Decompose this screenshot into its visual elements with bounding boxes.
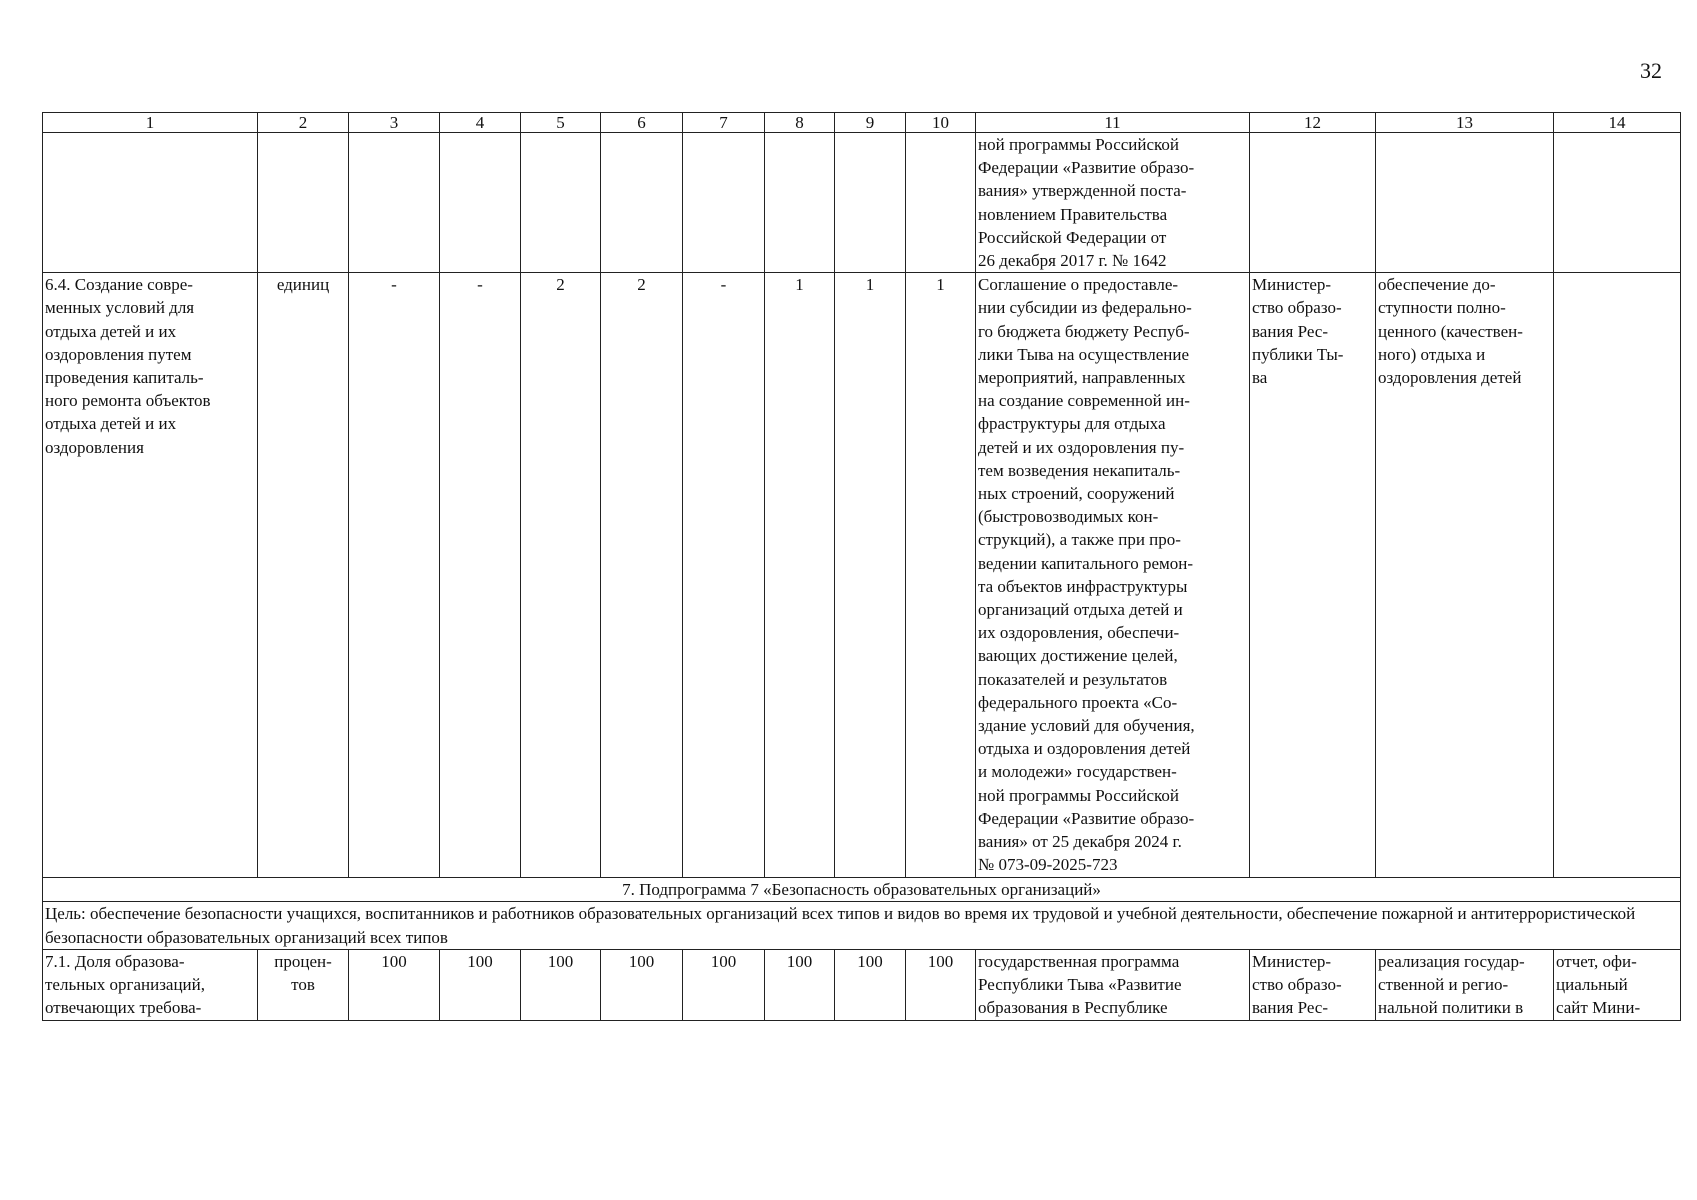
value-cell: 100 xyxy=(765,949,835,1020)
column-header: 1 xyxy=(43,113,258,133)
table-cell xyxy=(43,133,258,273)
table-cell xyxy=(1376,133,1554,273)
column-header: 2 xyxy=(258,113,349,133)
page-number: 32 xyxy=(1640,58,1662,83)
table-cell xyxy=(835,133,906,273)
column-header: 8 xyxy=(765,113,835,133)
value-cell: 2 xyxy=(521,273,601,878)
source-cell: отчет, офи- циальный сайт Мини- xyxy=(1554,949,1681,1020)
responsible-cell: Министер- ство образо- вания Рес- публики Ты- ва xyxy=(1250,273,1376,878)
column-header: 4 xyxy=(440,113,521,133)
unit-cell: единиц xyxy=(258,273,349,878)
table-cell xyxy=(683,133,765,273)
value-cell: 100 xyxy=(835,949,906,1020)
column-header: 3 xyxy=(349,113,440,133)
column-header: 6 xyxy=(601,113,683,133)
column-header: 11 xyxy=(976,113,1250,133)
table-cell xyxy=(765,133,835,273)
value-cell: 1 xyxy=(906,273,976,878)
column-header: 7 xyxy=(683,113,765,133)
value-cell: 100 xyxy=(906,949,976,1020)
table-cell xyxy=(349,133,440,273)
column-header: 10 xyxy=(906,113,976,133)
indicators-table xyxy=(42,112,1681,1021)
value-cell: 100 xyxy=(601,949,683,1020)
column-number-row xyxy=(43,113,1681,133)
table-cell xyxy=(440,133,521,273)
basis-document-cell: Соглашение о предоставле- нии субсидии из федерально- го бюджета бюджету Респуб- лики Тыва на осуществление мероприятий, направленных на создание современной ин- фраструктуры для отдыха детей и их оздоровления пу- тем возведения некапиталь- ных строений, сооружений (быстровозводимых кон- струкций), а также при про- ведении капитального ремон- та объектов инфраструктуры организаций отдыха детей и их оздоровления, обеспечи- вающих достижение целей, показателей и результатов федерального проекта «Со- здание условий для обучения, отдыха и оздоровления детей и молодежи» государствен- ной программы Российской Федерации «Развитие образо- вания» от 25 декабря 2024 г. № 073-09-2025-723 xyxy=(976,273,1250,878)
table-cell xyxy=(258,133,349,273)
table-row xyxy=(43,273,1681,878)
value-cell: 100 xyxy=(440,949,521,1020)
value-cell: - xyxy=(349,273,440,878)
section-title: 7. Подпрограмма 7 «Безопасность образовательных организаций» xyxy=(43,878,1681,902)
indicator-name-cell: 7.1. Доля образова- тельных организаций, отвечающих требова- xyxy=(43,949,258,1020)
column-header: 14 xyxy=(1554,113,1681,133)
result-cell: обеспечение до- ступности полно- ценного (качествен- ного) отдыха и оздоровления детей xyxy=(1376,273,1554,878)
source-cell xyxy=(1554,273,1681,878)
value-cell: 1 xyxy=(835,273,906,878)
table-cell xyxy=(1554,133,1681,273)
value-cell: 1 xyxy=(765,273,835,878)
value-cell: 100 xyxy=(683,949,765,1020)
value-cell: 2 xyxy=(601,273,683,878)
table-cell xyxy=(521,133,601,273)
column-header: 12 xyxy=(1250,113,1376,133)
value-cell: 100 xyxy=(521,949,601,1020)
table-row xyxy=(43,949,1681,1020)
table-row xyxy=(43,133,1681,273)
value-cell: - xyxy=(440,273,521,878)
section-goal: Цель: обеспечение безопасности учащихся, воспитанников и работников образовательных организаций всех типов и видов во время их трудовой и учебной деятельности, обеспечение пожарной и антитеррористической безопасности образовательных организаций всех типов xyxy=(43,902,1681,949)
responsible-cell: Министер- ство образо- вания Рес- xyxy=(1250,949,1376,1020)
unit-cell: процен- тов xyxy=(258,949,349,1020)
section-goal-row xyxy=(43,902,1681,949)
column-header: 13 xyxy=(1376,113,1554,133)
table-cell xyxy=(906,133,976,273)
basis-document-cell: ной программы Российской Федерации «Развитие образо- вания» утвержденной поста- новлением Правительства Российской Федерации от 26 декабря 2017 г. № 1642 xyxy=(976,133,1250,273)
column-header: 5 xyxy=(521,113,601,133)
indicator-name-cell: 6.4. Создание совре- менных условий для отдыха детей и их оздоровления путем проведения капиталь- ного ремонта объектов отдыха детей и их оздоровления xyxy=(43,273,258,878)
section-title-row xyxy=(43,878,1681,902)
column-header: 9 xyxy=(835,113,906,133)
value-cell: 100 xyxy=(349,949,440,1020)
table-cell xyxy=(1250,133,1376,273)
table-cell xyxy=(601,133,683,273)
result-cell: реализация государ- ственной и регио- нальной политики в xyxy=(1376,949,1554,1020)
value-cell: - xyxy=(683,273,765,878)
basis-document-cell: государственная программа Республики Тыва «Развитие образования в Республике xyxy=(976,949,1250,1020)
